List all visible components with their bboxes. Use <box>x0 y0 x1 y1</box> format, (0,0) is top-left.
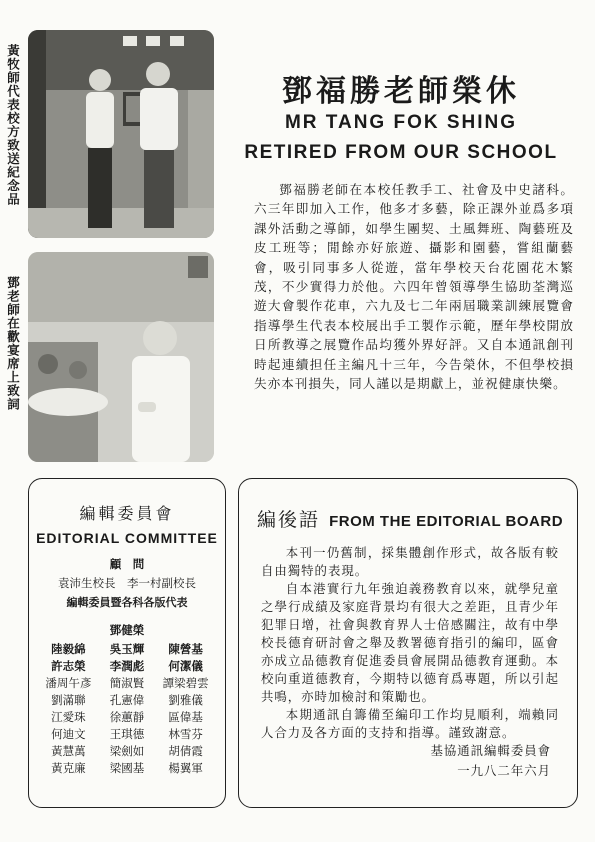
committee-member: 何潔儀 <box>168 659 203 673</box>
committee-members <box>39 642 215 776</box>
photo-presentation <box>28 30 214 238</box>
photo-presentation-image <box>28 30 214 238</box>
committee-member: 胡倩霞 <box>168 744 203 758</box>
photo-caption-speech: 鄧老師在歡宴席上致詞 <box>5 276 21 411</box>
editorial-body <box>261 544 559 742</box>
editorial-date: 一九八二年六月 <box>457 763 551 778</box>
photo-speech-image <box>28 252 214 462</box>
committee-member: 劉雅儀 <box>168 693 203 707</box>
article-title-en-line1: MR TANG FOK SHING <box>284 112 518 133</box>
committee-member: 孔憲偉 <box>109 693 145 707</box>
editorial-heading <box>257 505 577 532</box>
editorial-committee-box <box>28 478 226 808</box>
committee-member: 楊翼軍 <box>168 761 203 775</box>
committee-member: 許志榮 <box>51 659 86 673</box>
committee-member: 陳營基 <box>168 642 203 656</box>
committee-member: 王琪德 <box>109 727 145 741</box>
committee-member: 簡淑賢 <box>109 676 145 690</box>
committee-member: 林雪芬 <box>168 727 203 741</box>
committee-member: 梁國基 <box>109 761 145 775</box>
committee-member: 劉滿聯 <box>51 693 86 707</box>
editorial-title-en: FROM THE EDITORIAL BOARD <box>329 513 564 530</box>
reps-label: 編輯委員暨各科各版代表 <box>66 596 188 609</box>
committee-member: 江愛珠 <box>51 710 86 724</box>
editorial-paragraph: 本刊一仍舊制，採集體創作形式，故各版有較自由獨特的表現。 <box>261 545 559 578</box>
committee-member: 陸毅綿 <box>51 642 86 656</box>
committee-member: 區偉基 <box>168 710 203 724</box>
committee-member: 黃慧萬 <box>51 744 86 758</box>
article-title-zh: 鄧福勝老師榮休 <box>282 74 520 109</box>
photo-caption-presentation: 黃牧師代表校方致送紀念品 <box>5 44 21 206</box>
editorial-title-zh: 編後語 <box>257 509 321 531</box>
committee-member: 李潤彪 <box>109 659 145 673</box>
editorial-note-box <box>238 478 578 808</box>
chief-editor: 鄧健榮 <box>109 623 145 637</box>
committee-member: 黃克廉 <box>51 761 86 775</box>
editorial-signature: 基協通訊編輯委員會 <box>430 743 551 758</box>
committee-member: 吳玉輝 <box>109 642 145 656</box>
committee-member: 梁劍如 <box>109 744 145 758</box>
committee-member: 譚梁碧雲 <box>162 676 209 690</box>
advisor-names: 袁沛生校長 李一村副校長 <box>58 576 196 590</box>
article-body: 鄧福勝老師在本校任教手工、社會及中史諸科。六三年即加入工作，他多才多藝，除正課外並爲多項課外活動之導師，如學生團契、土風舞班、陶藝班及皮工班等；閒餘亦好旅遊、攝影和園藝，嘗組蘭藝會，吸引同事多人從遊，當年學校天台花園花木繁茂，不少實得力於他。六四年曾領導學生協助荃灣巡遊大會製作花車，六九及七二年兩屆職業訓練展覽會指導學生代表本校展出手工製作示範，歷年學校開放日所教導之展覽作品均獲外界好評。又自本通訊創刊時起連續担任主編凡十三年，今告榮休，不但學校損失亦本刊損失，同人謹以是期獻上，並祝健康快樂。 <box>254 182 574 392</box>
committee-title-zh: 編輯委員會 <box>79 504 175 523</box>
editorial-paragraph: 本期通訊自籌備至編印工作均見順利，端賴同人合力及各方面的支持和指導。謹致謝意。 <box>261 707 559 740</box>
committee-member: 潘周午彥 <box>45 676 92 690</box>
committee-member: 何迪文 <box>51 727 86 741</box>
photo-speech <box>28 252 214 462</box>
article-title-en-line2: RETIRED FROM OUR SCHOOL <box>244 142 558 163</box>
advisor-label: 顧 問 <box>109 557 145 571</box>
committee-title-en: EDITORIAL COMMITTEE <box>36 530 218 546</box>
editorial-paragraph: 自本港實行九年強迫義務教育以來，就學兒童之學行成績及家庭背景均有很大之差距，且青少年犯罪日增，社會與教育界人士倍感關注，故有中學校長德育研討會之舉及教署德育指引的編印，區會亦成立品德教育促進委員會展開品德教育運動。本校向重道德教育，今期特以德育爲專題，所以引起共鳴，亦時加檢討和策勵也。 <box>261 581 559 704</box>
committee-member: 徐蕙靜 <box>109 710 145 724</box>
